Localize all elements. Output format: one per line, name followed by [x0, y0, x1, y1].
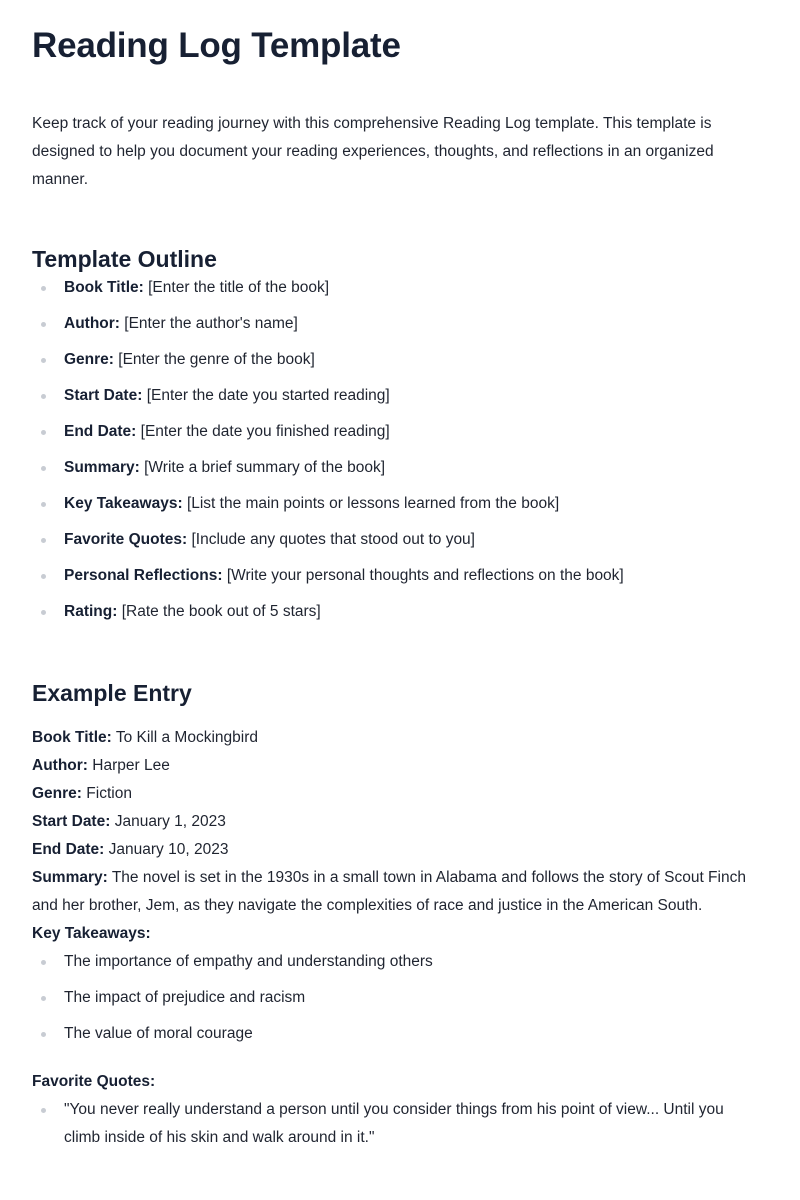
outline-item-label: Key Takeaways:	[64, 495, 183, 512]
entry-field-value: Fiction	[86, 785, 132, 802]
example-entry-fields	[32, 724, 768, 948]
takeaway-item: The value of moral courage	[32, 1020, 768, 1048]
template-outline-heading: Template Outline	[32, 246, 217, 272]
favorite-quotes-heading	[32, 1068, 768, 1096]
outline-item-text: [Write your personal thoughts and reflections on the book]	[226, 567, 624, 584]
template-outline-list	[32, 274, 768, 626]
outline-item-label: Author:	[64, 315, 120, 332]
outline-item-label: Rating:	[64, 603, 118, 620]
outline-item	[32, 274, 768, 302]
outline-item-label: Summary:	[64, 459, 140, 476]
entry-field-label: Genre:	[32, 785, 82, 802]
outline-item-label: Genre:	[64, 351, 114, 368]
outline-item	[32, 490, 768, 518]
page-title: Reading Log Template	[32, 26, 401, 65]
favorite-quotes-label: Favorite Quotes:	[32, 1073, 156, 1090]
outline-item-label: Personal Reflections:	[64, 567, 223, 584]
entry-field-key-takeaways	[32, 920, 752, 948]
outline-item-label: End Date:	[64, 423, 137, 440]
outline-item-text: [Enter the author's name]	[124, 315, 298, 332]
intro-paragraph: Keep track of your reading journey with this comprehensive Reading Log template. This template is designed to help you document your reading experiences, thoughts, and reflections in an organized manner.	[32, 115, 714, 188]
entry-field-label: End Date:	[32, 841, 105, 858]
outline-item-label: Favorite Quotes:	[64, 531, 188, 548]
entry-field-label: Book Title:	[32, 729, 112, 746]
entry-field-value: The novel is set in the 1930s in a small town in Alabama and follows the story of Scout Finch and her brother, Jem, as they navigate the complexities of race and justice in the American South.	[32, 869, 746, 914]
favorite-quotes-list	[32, 1096, 768, 1152]
entry-field-end-date	[32, 836, 752, 864]
takeaway-item: The importance of empathy and understanding others	[32, 948, 768, 976]
entry-field-value: To Kill a Mockingbird	[115, 729, 258, 746]
entry-field-genre	[32, 780, 752, 808]
outline-item-label: Book Title:	[64, 279, 144, 296]
quote-item: "You never really understand a person until you consider things from his point of view... Until you climb inside of his skin and walk around in it."	[32, 1096, 740, 1152]
entry-field-value: January 1, 2023	[114, 813, 226, 830]
outline-item-text: [Write a brief summary of the book]	[144, 459, 386, 476]
outline-item	[32, 346, 768, 374]
outline-item	[32, 418, 768, 446]
entry-field-label: Summary:	[32, 869, 108, 886]
outline-item	[32, 562, 768, 590]
outline-item	[32, 382, 768, 410]
entry-field-label: Start Date:	[32, 813, 111, 830]
takeaway-item: The impact of prejudice and racism	[32, 984, 768, 1012]
entry-field-start-date	[32, 808, 752, 836]
entry-field-summary	[32, 864, 752, 920]
outline-item	[32, 454, 768, 482]
entry-field-label: Key Takeaways:	[32, 925, 151, 942]
outline-item	[32, 526, 768, 554]
outline-item-text: [Enter the date you started reading]	[146, 387, 390, 404]
outline-item	[32, 598, 768, 626]
outline-item-text: [Enter the genre of the book]	[118, 351, 315, 368]
entry-field-author	[32, 752, 752, 780]
entry-field-label: Author:	[32, 757, 88, 774]
entry-field-value: Harper Lee	[92, 757, 170, 774]
outline-item-text: [Enter the date you finished reading]	[140, 423, 390, 440]
outline-item-label: Start Date:	[64, 387, 143, 404]
outline-item-text: [Include any quotes that stood out to you]	[191, 531, 475, 548]
outline-item-text: [Enter the title of the book]	[148, 279, 330, 296]
entry-field-value: January 10, 2023	[108, 841, 229, 858]
entry-field-book-title	[32, 724, 752, 752]
outline-item-text: [List the main points or lessons learned from the book]	[186, 495, 560, 512]
outline-item	[32, 310, 768, 338]
key-takeaways-list	[32, 948, 768, 1048]
outline-item-text: [Rate the book out of 5 stars]	[121, 603, 321, 620]
example-entry-heading: Example Entry	[32, 680, 192, 706]
